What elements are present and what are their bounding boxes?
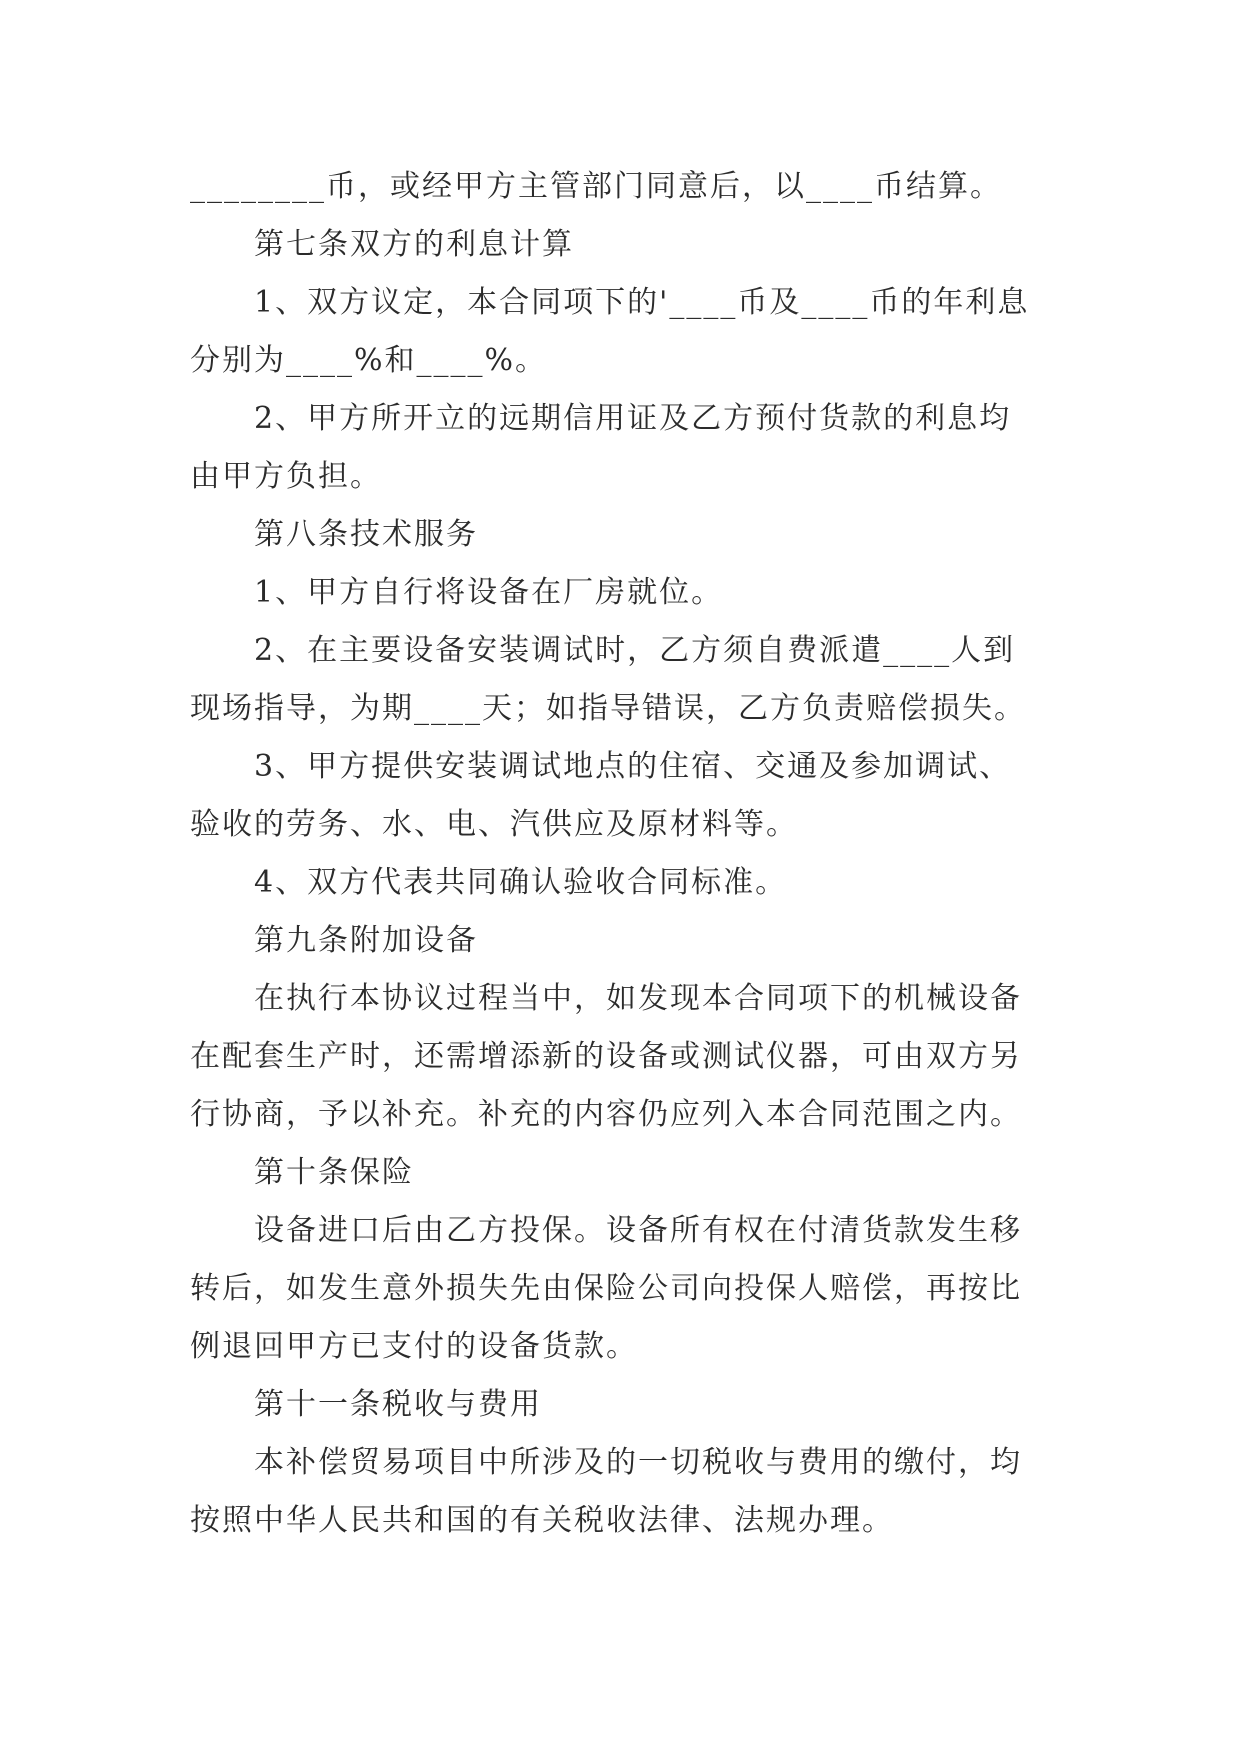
section-heading: 第七条双方的利息计算: [254, 227, 574, 262]
section-heading: 第十条保险: [254, 1155, 414, 1190]
text-line: 4、双方代表共同确认验收合同标准。: [254, 865, 788, 900]
text-line: 1、双方议定，本合同项下的'____币及____币的年利息: [254, 285, 1030, 320]
text-line: 例退回甲方已支付的设备货款。: [190, 1329, 638, 1364]
text-line: 验收的劳务、水、电、汽供应及原材料等。: [190, 807, 798, 842]
text-line: 现场指导，为期____天；如指导错误，乙方负责赔偿损失。: [190, 691, 1026, 726]
text-line: ________币，或经甲方主管部门同意后，以____币结算。: [190, 169, 1002, 204]
text-line: 2、在主要设备安装调试时，乙方须自费派遣____人到: [254, 633, 1016, 668]
text-line: 设备进口后由乙方投保。设备所有权在付清货款发生移: [254, 1213, 1022, 1248]
text-line: 分别为____%和____%。: [190, 343, 548, 378]
text-line: 3、甲方提供安装调试地点的住宿、交通及参加调试、: [254, 749, 1012, 784]
section-heading: 第十一条税收与费用: [254, 1387, 542, 1422]
text-line: 在执行本协议过程当中，如发现本合同项下的机械设备: [254, 981, 1022, 1016]
document-body: [190, 158, 1070, 1550]
text-line: 在配套生产时，还需增添新的设备或测试仪器，可由双方另: [190, 1039, 1022, 1074]
section-heading: 第九条附加设备: [254, 923, 478, 958]
text-line: 1、甲方自行将设备在厂房就位。: [254, 575, 724, 610]
section-heading: 第八条技术服务: [254, 517, 478, 552]
text-line: 2、甲方所开立的远期信用证及乙方预付货款的利息均: [254, 401, 1012, 436]
text-line: 按照中华人民共和国的有关税收法律、法规办理。: [190, 1503, 894, 1538]
text-line: 本补偿贸易项目中所涉及的一切税收与费用的缴付，均: [254, 1445, 1022, 1480]
text-line: 转后，如发生意外损失先由保险公司向投保人赔偿，再按比: [190, 1271, 1022, 1306]
text-line: 由甲方负担。: [190, 459, 382, 494]
text-line: 行协商，予以补充。补充的内容仍应列入本合同范围之内。: [190, 1097, 1022, 1132]
